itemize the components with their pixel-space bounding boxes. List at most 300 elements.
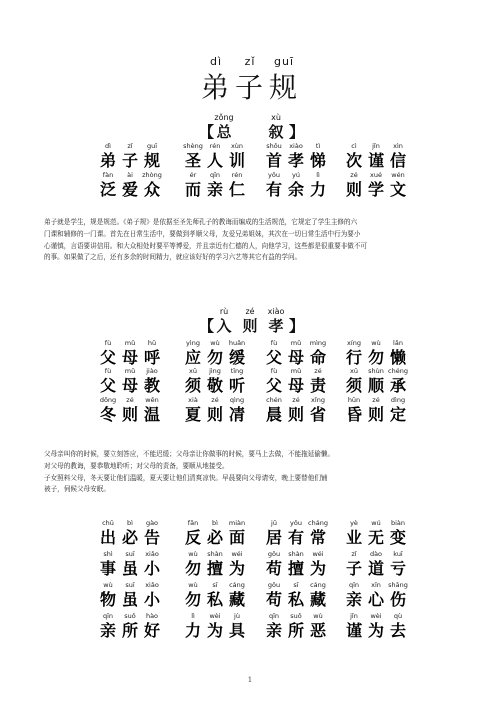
char-pinyin: wèi (370, 612, 382, 620)
verse-char-cell (226, 612, 248, 640)
verse-phrase (182, 519, 248, 547)
char-pinyin: yú (292, 171, 300, 179)
header-char: 入 (216, 317, 232, 335)
verse-phrase (343, 339, 409, 367)
verse-phrase (97, 519, 163, 547)
verse-phrase (343, 367, 409, 395)
title-pinyin-1: dì (209, 55, 223, 68)
bracket-close: 】 (289, 317, 305, 335)
hanzi-char: 信 (389, 151, 406, 170)
verse-char-cell (387, 171, 409, 199)
char-pinyin: huǎn (228, 339, 246, 347)
char-pinyin: zǐ (351, 550, 357, 558)
verse-char-cell (285, 519, 307, 547)
verse-char-cell (307, 339, 329, 367)
hanzi-char: 亲 (206, 180, 223, 199)
section-header-title (0, 317, 500, 335)
verse-char-cell (119, 519, 141, 547)
hanzi-char: 力 (309, 180, 326, 199)
hanzi-char: 仁 (228, 180, 245, 199)
char-pinyin: shì (103, 550, 113, 558)
verse-phrase (182, 339, 248, 367)
char-pinyin: wù (188, 550, 198, 558)
verse-char-cell (307, 367, 329, 395)
hanzi-char: 父 (99, 348, 116, 367)
hanzi-char: 苟 (265, 559, 282, 578)
char-pinyin: sī (212, 581, 218, 589)
char-pinyin: jū (271, 519, 277, 527)
char-pinyin: wù (313, 612, 323, 620)
hanzi-char: 勿 (184, 559, 201, 578)
verse-char-cell (182, 339, 204, 367)
title-pinyin-2: zǐ (244, 55, 256, 68)
char-pinyin: qīn (209, 171, 221, 179)
verse-char-cell (365, 612, 387, 640)
hanzi-char: 顺 (367, 376, 384, 395)
verse-char-cell (387, 367, 409, 395)
char-pinyin: zhòng (142, 171, 162, 179)
page-title (0, 66, 500, 106)
hanzi-char: 规 (143, 151, 160, 170)
hanzi-char: 有 (265, 180, 282, 199)
char-pinyin: rén (209, 142, 221, 150)
char-pinyin: shèng (183, 142, 203, 150)
verse-phrase (263, 367, 329, 395)
verse-char-cell (226, 339, 248, 367)
verse-char-cell (119, 550, 141, 578)
hanzi-char: 变 (389, 528, 406, 547)
hanzi-char: 子 (121, 151, 138, 170)
char-pinyin: dì (105, 142, 111, 150)
char-pinyin: wéi (231, 550, 243, 558)
verse-row (0, 339, 500, 367)
verse-char-cell (97, 550, 119, 578)
char-pinyin: xià (188, 396, 198, 404)
verse-phrase (97, 581, 163, 609)
verse-char-cell (226, 550, 248, 578)
verse-char-cell (285, 612, 307, 640)
paragraph-line: 弟子就是学生，规是规范。《弟子规》是依据至圣先师孔子的教诲而编成的生活规范，它规定了学生主修的六 (44, 218, 358, 226)
verse-phrase (182, 396, 248, 424)
verse-char-cell (285, 396, 307, 424)
verse-char-cell (285, 367, 307, 395)
char-pinyin: cháng (308, 519, 328, 527)
section-header-pinyin (0, 307, 500, 317)
char-pinyin: zé (314, 367, 322, 375)
hanzi-char: 父 (265, 348, 282, 367)
hanzi-char: 夏 (184, 405, 201, 424)
verse-phrase (263, 171, 329, 199)
verse-char-cell (141, 581, 163, 609)
bracket-open: 【 (199, 317, 215, 335)
verse-char-cell (343, 519, 365, 547)
verse-char-cell (182, 612, 204, 640)
verse-phrase (97, 142, 163, 170)
hanzi-char: 勿 (184, 590, 201, 609)
verse-char-cell (226, 367, 248, 395)
hanzi-char: 则 (287, 405, 304, 424)
verse-char-cell (97, 142, 119, 170)
hanzi-char: 道 (367, 559, 384, 578)
verse-char-cell (365, 519, 387, 547)
hanzi-char: 伤 (389, 590, 406, 609)
char-pinyin: ài (127, 171, 133, 179)
hanzi-char: 为 (309, 559, 326, 578)
hanzi-char: 凊 (228, 405, 245, 424)
verse-char-cell (119, 367, 141, 395)
char-pinyin: mǔ (124, 339, 136, 347)
header-pinyin: zé (245, 307, 255, 316)
verse-char-cell (263, 171, 285, 199)
hanzi-char: 懒 (389, 348, 406, 367)
hanzi-char: 物 (99, 590, 116, 609)
hanzi-char: 训 (228, 151, 245, 170)
verse-char-cell (365, 171, 387, 199)
verse-row (0, 519, 500, 547)
hanzi-char: 则 (206, 405, 223, 424)
verse-char-cell (119, 612, 141, 640)
char-pinyin: zé (211, 396, 219, 404)
hanzi-char: 缓 (228, 348, 245, 367)
hanzi-char: 父 (99, 376, 116, 395)
verse-phrase (263, 142, 329, 170)
paragraph-ruzexiao (44, 449, 464, 496)
verse-char-cell (285, 171, 307, 199)
char-pinyin: wù (210, 339, 220, 347)
hanzi-char: 母 (287, 348, 304, 367)
verse-phrase (182, 550, 248, 578)
verse-char-cell (263, 612, 285, 640)
verse-phrase (263, 581, 329, 609)
char-pinyin: shǒu (266, 142, 282, 150)
hanzi-char: 而 (184, 180, 201, 199)
verse-char-cell (387, 519, 409, 547)
verse-char-cell (141, 339, 163, 367)
verse-row (0, 367, 500, 395)
char-pinyin: xiǎo (145, 550, 159, 558)
hanzi-char: 省 (309, 405, 326, 424)
verse-char-cell (285, 142, 307, 170)
hanzi-char: 弟 (99, 151, 116, 170)
verse-phrase (343, 142, 409, 170)
verse-row (0, 550, 500, 578)
char-pinyin: qìng (229, 396, 245, 404)
char-pinyin: wén (391, 171, 405, 179)
char-pinyin: jǐn (372, 142, 380, 150)
verse-char-cell (119, 396, 141, 424)
char-pinyin: suī (125, 581, 135, 589)
char-pinyin: jìng (209, 367, 221, 375)
char-pinyin: suǒ (124, 612, 136, 620)
char-pinyin: qù (393, 612, 403, 620)
verse-char-cell (226, 519, 248, 547)
verse-char-cell (343, 581, 365, 609)
char-pinyin: rén (231, 171, 243, 179)
char-pinyin: xìn (393, 142, 403, 150)
verse-char-cell (365, 367, 387, 395)
verse-char-cell (263, 550, 285, 578)
char-pinyin: sī (293, 581, 299, 589)
verse-phrase (182, 612, 248, 640)
verse-row (0, 142, 500, 170)
hanzi-char: 心 (367, 590, 384, 609)
char-pinyin: shàn (207, 550, 223, 558)
char-pinyin: zé (292, 396, 300, 404)
verse-char-cell (182, 171, 204, 199)
char-pinyin: fǎn (187, 519, 199, 527)
char-pinyin: xū (350, 367, 358, 375)
header-pinyin: zǒng (214, 113, 234, 122)
char-pinyin: lì (191, 612, 195, 620)
char-pinyin: cáng (229, 581, 245, 589)
title-char-3: 规 (268, 71, 299, 104)
hanzi-char: 母 (121, 376, 138, 395)
verse-char-cell (182, 142, 204, 170)
verse-char-cell (141, 519, 163, 547)
hanzi-char: 勿 (367, 348, 384, 367)
hanzi-char: 呼 (143, 348, 160, 367)
verse-phrase (343, 519, 409, 547)
char-pinyin: zǐ (127, 142, 133, 150)
verse-char-cell (97, 519, 119, 547)
hanzi-char: 应 (184, 348, 201, 367)
char-pinyin: chén (266, 396, 282, 404)
verse-phrase (343, 581, 409, 609)
verse-char-cell (307, 581, 329, 609)
hanzi-char: 虽 (121, 559, 138, 578)
hanzi-char: 泛 (99, 180, 116, 199)
hanzi-char: 首 (265, 151, 282, 170)
verse-char-cell (97, 171, 119, 199)
hanzi-char: 温 (143, 405, 160, 424)
verse-char-cell (263, 367, 285, 395)
verse-char-cell (204, 339, 226, 367)
verse-char-cell (387, 339, 409, 367)
verse-phrase (343, 612, 409, 640)
hanzi-char: 听 (228, 376, 245, 395)
page-number: 1 (247, 676, 253, 684)
char-pinyin: qīn (102, 612, 114, 620)
verse-char-cell (387, 550, 409, 578)
char-pinyin: hūn (347, 396, 361, 404)
hanzi-char: 晨 (265, 405, 282, 424)
verse-char-cell (141, 171, 163, 199)
verse-char-cell (97, 367, 119, 395)
hanzi-char: 教 (143, 376, 160, 395)
verse-phrase (263, 339, 329, 367)
char-pinyin: zé (126, 396, 134, 404)
paragraph-line: 子女照料父母，冬天要让他们温暖，夏天要让他们清爽凉快。早晨要向父母请安，晚上要替他们铺 (44, 473, 328, 482)
char-pinyin: xǐng (311, 396, 325, 404)
hanzi-char: 母 (287, 376, 304, 395)
hanzi-char: 亲 (265, 621, 282, 640)
char-pinyin: wēn (145, 396, 159, 404)
hanzi-char: 人 (206, 151, 223, 170)
verse-char-cell (285, 339, 307, 367)
verse-char-cell (387, 581, 409, 609)
char-pinyin: dìng (390, 396, 406, 404)
char-pinyin: chū (102, 519, 114, 527)
verse-phrase (263, 396, 329, 424)
hanzi-char: 须 (184, 376, 201, 395)
hanzi-char: 所 (121, 621, 138, 640)
verse-char-cell (387, 142, 409, 170)
hanzi-char: 父 (265, 376, 282, 395)
verse-char-cell (204, 142, 226, 170)
char-pinyin: chéng (388, 367, 408, 375)
char-pinyin: yǒu (268, 171, 280, 179)
bracket-open: 【 (199, 123, 215, 141)
verse-char-cell (365, 396, 387, 424)
verse-char-cell (182, 367, 204, 395)
char-pinyin: xiǎo (145, 581, 159, 589)
char-pinyin: xué (370, 171, 382, 179)
verse-phrase (182, 581, 248, 609)
hanzi-char: 擅 (206, 559, 223, 578)
title-char-1: 弟 (200, 71, 231, 104)
verse-char-cell (97, 581, 119, 609)
verse-char-cell (226, 171, 248, 199)
char-pinyin: gǒu (267, 581, 281, 589)
hanzi-char: 小 (143, 590, 160, 609)
char-pinyin: zé (372, 396, 380, 404)
header-pinyin: rù (219, 307, 229, 316)
verse-row (0, 171, 500, 199)
hanzi-char: 业 (345, 528, 362, 547)
hanzi-char: 承 (389, 376, 406, 395)
char-pinyin: lǎn (393, 339, 403, 347)
char-pinyin: miàn (228, 519, 246, 527)
verse-char-cell (97, 396, 119, 424)
hanzi-char: 告 (143, 528, 160, 547)
char-pinyin: kuī (393, 550, 403, 558)
header-pinyin: xù (271, 113, 281, 122)
verse-char-cell (263, 142, 285, 170)
verse-row (0, 612, 500, 640)
char-pinyin: cì (351, 142, 357, 150)
verse-char-cell (343, 339, 365, 367)
char-pinyin: qīn (268, 612, 280, 620)
hanzi-char: 谨 (367, 151, 384, 170)
verse-char-cell (387, 612, 409, 640)
header-char: 则 (242, 317, 258, 335)
char-pinyin: gào (145, 519, 159, 527)
verse-phrase (343, 171, 409, 199)
title-char-2: 子 (234, 71, 265, 104)
char-pinyin: hào (145, 612, 159, 620)
hanzi-char: 亲 (99, 621, 116, 640)
verse-char-cell (141, 367, 163, 395)
verse-char-cell (343, 142, 365, 170)
header-pinyin: xiào (267, 307, 285, 316)
verse-char-cell (307, 396, 329, 424)
hanzi-char: 藏 (228, 590, 245, 609)
hanzi-char: 去 (389, 621, 406, 640)
hanzi-char: 学 (367, 180, 384, 199)
hanzi-char: 谨 (345, 621, 362, 640)
verse-char-cell (307, 612, 329, 640)
verse-char-cell (365, 142, 387, 170)
hanzi-char: 则 (367, 405, 384, 424)
section-header-pinyin (0, 113, 500, 123)
verse-phrase (343, 550, 409, 578)
hanzi-char: 擅 (287, 559, 304, 578)
verse-char-cell (182, 581, 204, 609)
char-pinyin: suī (125, 550, 135, 558)
hanzi-char: 反 (184, 528, 201, 547)
char-pinyin: zé (350, 171, 358, 179)
verse-char-cell (204, 519, 226, 547)
title-pinyin-3: guī (273, 55, 294, 68)
hanzi-char: 众 (143, 180, 160, 199)
paragraph-line: 的事。如果做了之后，还有多余的时间精力，就应该好好的学习六艺等其它有益的学问。 (44, 253, 302, 262)
bracket-close: 】 (289, 123, 305, 141)
char-pinyin: gǒu (267, 550, 281, 558)
verse-phrase (263, 550, 329, 578)
char-pinyin: fù (104, 367, 112, 375)
hanzi-char: 昏 (345, 405, 362, 424)
header-char: 叙 (268, 123, 284, 141)
hanzi-char: 具 (228, 621, 245, 640)
section-header-ruzexiao (0, 307, 500, 335)
char-pinyin: bì (127, 519, 133, 527)
char-pinyin: wù (188, 581, 198, 589)
char-pinyin: jù (234, 612, 240, 620)
verse-char-cell (343, 396, 365, 424)
hanzi-char: 私 (206, 590, 223, 609)
verse-char-cell (387, 396, 409, 424)
hanzi-char: 为 (206, 621, 223, 640)
char-pinyin: xùn (230, 142, 244, 150)
verse-char-cell (119, 339, 141, 367)
char-pinyin: hū (147, 339, 157, 347)
verse-char-cell (263, 396, 285, 424)
hanzi-char: 力 (184, 621, 201, 640)
char-pinyin: mǔ (124, 367, 136, 375)
verse-phrase (97, 339, 163, 367)
char-pinyin: fù (104, 339, 112, 347)
verse-char-cell (263, 339, 285, 367)
hanzi-char: 亏 (389, 559, 406, 578)
verse-char-cell (365, 339, 387, 367)
paragraph-line: 父母亲叫你的时候，要立刻答应，不能迟缓；父母亲让你做事的时候，要马上去做，不能拖延偷懒。 (44, 450, 335, 458)
char-pinyin: jiào (146, 367, 158, 375)
hanzi-char: 为 (367, 621, 384, 640)
char-pinyin: yìng (186, 339, 200, 347)
verse-char-cell (204, 612, 226, 640)
char-pinyin: wéi (312, 550, 324, 558)
hanzi-char: 虽 (121, 590, 138, 609)
char-pinyin: shāng (388, 581, 408, 589)
hanzi-char: 孝 (287, 151, 304, 170)
verse-char-cell (141, 612, 163, 640)
hanzi-char: 必 (206, 528, 223, 547)
verse-char-cell (365, 581, 387, 609)
char-pinyin: qīn (348, 581, 360, 589)
char-pinyin: tì (315, 142, 321, 150)
verse-char-cell (285, 550, 307, 578)
verse-char-cell (226, 142, 248, 170)
hanzi-char: 苟 (265, 590, 282, 609)
char-pinyin: fàn (102, 171, 114, 179)
char-pinyin: biàn (390, 519, 406, 527)
verse-phrase (263, 519, 329, 547)
char-pinyin: mìng (309, 339, 327, 347)
verse-phrase (182, 142, 248, 170)
verse-char-cell (141, 550, 163, 578)
hanzi-char: 私 (287, 590, 304, 609)
char-pinyin: fù (270, 339, 278, 347)
